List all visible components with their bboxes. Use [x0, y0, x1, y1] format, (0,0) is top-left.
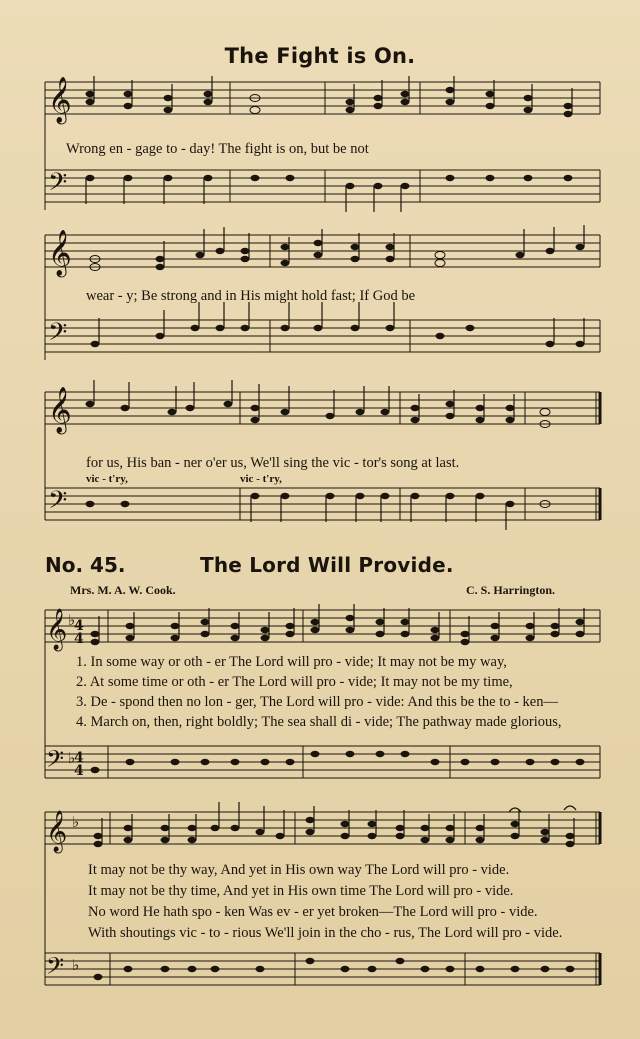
notehead [191, 325, 200, 331]
notehead [401, 619, 410, 625]
notehead [286, 759, 295, 765]
notehead [401, 99, 410, 105]
notehead [435, 252, 445, 259]
music-system-4 [0, 598, 640, 788]
notehead [346, 99, 355, 105]
notehead [314, 240, 323, 246]
notehead [506, 405, 515, 411]
notehead [281, 325, 290, 331]
notehead [446, 837, 455, 843]
notehead [551, 623, 560, 629]
notehead [524, 175, 533, 181]
hymn-title-lord-will-provide: The Lord Will Provide. [200, 553, 454, 577]
notehead [396, 958, 405, 964]
notehead [211, 825, 220, 831]
notehead [161, 825, 170, 831]
notehead [161, 966, 170, 972]
notehead [256, 966, 265, 972]
hymn-author: Mrs. M. A. W. Cook. [70, 583, 176, 597]
notehead [94, 974, 103, 980]
notehead [368, 821, 377, 827]
notehead [216, 248, 225, 254]
notehead [314, 252, 323, 258]
notehead [401, 631, 410, 637]
notehead [171, 759, 180, 765]
notehead [524, 95, 533, 101]
notehead [411, 417, 420, 423]
flat-icon: ♭ [68, 611, 76, 629]
notehead [91, 631, 100, 637]
notehead [261, 635, 270, 641]
notehead [124, 175, 133, 181]
notehead [368, 833, 377, 839]
notehead [286, 631, 295, 637]
notehead [216, 325, 225, 331]
notehead [156, 333, 165, 339]
notehead [446, 966, 455, 972]
fermata-icon [564, 806, 576, 810]
notehead [374, 95, 383, 101]
notehead [346, 627, 355, 633]
notehead [171, 635, 180, 641]
notehead [491, 759, 500, 765]
notehead [576, 619, 585, 625]
notehead [376, 631, 385, 637]
notehead [461, 639, 470, 645]
verse-line: No word He hath spo - ken Was ev - er yet broken—The Lord will pro - vide. [88, 904, 538, 920]
notehead [256, 829, 265, 835]
notehead [551, 759, 560, 765]
notehead [126, 623, 135, 629]
notehead [566, 833, 575, 839]
time-signature-top: 4 [74, 618, 84, 634]
notehead [164, 107, 173, 113]
notehead [351, 256, 360, 262]
treble-clef-icon: 𝄞 [48, 77, 72, 123]
notehead [201, 631, 210, 637]
notehead [511, 833, 520, 839]
notehead [486, 91, 495, 97]
notehead [126, 635, 135, 641]
notehead [346, 107, 355, 113]
notehead [224, 401, 233, 407]
notehead [204, 175, 213, 181]
notehead [241, 248, 250, 254]
notehead [124, 91, 133, 97]
notehead [541, 837, 550, 843]
flat-icon: ♭ [68, 749, 76, 767]
hymn1-lyric-line-1: Wrong en - gage to - day! The fight is on, but be not [66, 141, 369, 157]
notehead [526, 635, 535, 641]
bass-clef-icon: 𝄢 [48, 318, 68, 353]
notehead [401, 751, 410, 757]
notehead [186, 405, 195, 411]
notehead [546, 248, 555, 254]
bass-clef-icon: 𝄢 [46, 745, 65, 778]
notehead [311, 751, 320, 757]
hymn1-lyric-line-2: wear - y; Be strong and in His might hold fast; If God be [86, 288, 416, 304]
notehead [446, 87, 455, 93]
notehead [196, 252, 205, 258]
notehead [421, 966, 430, 972]
notehead [386, 325, 395, 331]
treble-clef-icon: 𝄞 [46, 811, 68, 852]
notehead [446, 493, 455, 499]
notehead [446, 99, 455, 105]
notes-system-1 [86, 87, 573, 189]
notehead [386, 244, 395, 250]
notehead [431, 635, 440, 641]
notehead [511, 821, 520, 827]
notehead [411, 405, 420, 411]
notehead [491, 635, 500, 641]
notehead [435, 260, 445, 267]
notehead [261, 627, 270, 633]
notehead [94, 841, 103, 847]
notehead [241, 256, 250, 262]
notehead [564, 175, 573, 181]
notehead [376, 751, 385, 757]
hymn-number: No. 45. [45, 553, 126, 577]
notehead [251, 405, 260, 411]
time-signature-bottom: 4 [74, 763, 84, 779]
notehead [476, 493, 485, 499]
notehead [381, 409, 390, 415]
notehead [351, 244, 360, 250]
notehead [281, 409, 290, 415]
treble-clef-icon: 𝄞 [48, 230, 72, 276]
notehead [476, 837, 485, 843]
time-signature-top: 4 [74, 750, 84, 766]
notehead [446, 175, 455, 181]
treble-clef-icon: 𝄞 [46, 609, 68, 650]
hymn-composer: C. S. Harrington. [466, 583, 556, 597]
notehead [341, 833, 350, 839]
notehead [326, 413, 335, 419]
notehead [476, 405, 485, 411]
verse-line: With shoutings vic - to - rious We'll join in the cho - rus, The Lord will pro - vide. [88, 925, 563, 941]
notehead [576, 341, 585, 347]
notehead [540, 409, 550, 416]
bass-clef-icon: 𝄢 [46, 952, 65, 985]
notehead [121, 405, 130, 411]
notehead [461, 759, 470, 765]
notehead [86, 501, 95, 507]
notehead [461, 631, 470, 637]
notehead [346, 615, 355, 621]
notehead [121, 501, 130, 507]
notehead [431, 627, 440, 633]
verse-line: It may not be thy way, And yet in His own way The Lord will pro - vide. [88, 862, 510, 878]
notehead [86, 99, 95, 105]
notehead [524, 107, 533, 113]
notehead [491, 623, 500, 629]
notehead [506, 501, 515, 507]
notehead [94, 833, 103, 839]
notehead [421, 825, 430, 831]
notehead [368, 966, 377, 972]
verse-line: 2. At some time or oth - er The Lord will pro - vide; It may not be my time, [76, 674, 513, 690]
notehead [201, 759, 210, 765]
hymn1-echo-2: vic - t'ry, [240, 473, 282, 485]
hymn1-echo-1: vic - t'ry, [86, 473, 128, 485]
notehead [526, 623, 535, 629]
notehead [306, 958, 315, 964]
notehead [506, 417, 515, 423]
time-signature-bottom: 4 [74, 631, 84, 647]
notehead [401, 183, 410, 189]
notehead [211, 966, 220, 972]
notehead [486, 103, 495, 109]
notehead [124, 837, 133, 843]
notehead [250, 107, 260, 114]
notehead [446, 825, 455, 831]
notehead [201, 619, 210, 625]
notehead [231, 825, 240, 831]
notehead [411, 493, 420, 499]
notehead [124, 825, 133, 831]
notehead [261, 759, 270, 765]
notehead [251, 175, 260, 181]
notehead [231, 635, 240, 641]
notehead [204, 99, 213, 105]
notehead [286, 175, 295, 181]
notehead [476, 825, 485, 831]
notehead [566, 841, 575, 847]
verse-line: 4. March on, then, right boldly; The sea shall di - vide; The pathway made glorious, [76, 714, 562, 730]
notehead [86, 401, 95, 407]
notehead [386, 256, 395, 262]
notehead [91, 767, 100, 773]
notehead [286, 623, 295, 629]
notehead [576, 631, 585, 637]
hymn1-lyric-line-3: for us, His ban - ner o'er us, We'll sing the vic - tor's song at last. [86, 455, 460, 471]
notehead [156, 256, 165, 262]
bass-clef-icon: 𝄢 [48, 168, 68, 203]
notehead [171, 623, 180, 629]
notehead [401, 91, 410, 97]
notehead [546, 341, 555, 347]
notehead [376, 619, 385, 625]
notehead [576, 244, 585, 250]
notehead [511, 966, 520, 972]
notehead [188, 837, 197, 843]
notehead [466, 325, 475, 331]
notehead [351, 325, 360, 331]
notehead [161, 837, 170, 843]
notehead [311, 627, 320, 633]
notehead [446, 401, 455, 407]
notehead [446, 413, 455, 419]
notehead [551, 631, 560, 637]
notehead [396, 825, 405, 831]
notehead [311, 619, 320, 625]
notehead [124, 103, 133, 109]
notehead [156, 264, 165, 270]
notehead [326, 493, 335, 499]
notehead [126, 759, 135, 765]
notehead [86, 175, 95, 181]
notehead [476, 417, 485, 423]
notehead [306, 817, 315, 823]
notehead [564, 103, 573, 109]
notehead [281, 244, 290, 250]
notehead [204, 91, 213, 97]
notehead [381, 493, 390, 499]
notehead [374, 183, 383, 189]
notehead [476, 966, 485, 972]
notehead [276, 833, 285, 839]
bass-staff [45, 170, 600, 202]
notehead [86, 91, 95, 97]
notehead [231, 623, 240, 629]
notehead [396, 833, 405, 839]
notehead [281, 493, 290, 499]
notehead [251, 417, 260, 423]
notehead [124, 966, 133, 972]
notehead [91, 341, 100, 347]
notehead [436, 333, 445, 339]
notehead [356, 493, 365, 499]
notehead [91, 639, 100, 645]
notehead [188, 966, 197, 972]
notehead [241, 325, 250, 331]
notehead [421, 837, 430, 843]
flat-icon: ♭ [72, 813, 80, 831]
hymn-title-fight-is-on: The Fight is On. [224, 44, 416, 68]
notehead [486, 175, 495, 181]
notehead [314, 325, 323, 331]
notehead [164, 175, 173, 181]
flat-icon: ♭ [72, 956, 80, 974]
notehead [566, 966, 575, 972]
notehead [576, 759, 585, 765]
notehead [374, 103, 383, 109]
verse-line: It may not be thy time, And yet in His own time The Lord will pro - vide. [88, 883, 514, 899]
notehead [346, 751, 355, 757]
verse-line: 1. In some way or oth - er The Lord will pro - vide; It may not be my way, [76, 654, 507, 670]
notehead [431, 759, 440, 765]
notehead [164, 95, 173, 101]
notehead [231, 759, 240, 765]
notehead [541, 829, 550, 835]
notehead [346, 183, 355, 189]
treble-clef-icon: 𝄞 [48, 387, 72, 433]
notehead [251, 493, 260, 499]
notehead [564, 111, 573, 117]
notehead [541, 966, 550, 972]
notehead [306, 829, 315, 835]
bass-clef-icon: 𝄢 [48, 486, 68, 521]
notehead [281, 260, 290, 266]
verse-line: 3. De - spond then no lon - ger, The Lord will pro - vide: And this be the to - ken— [76, 694, 558, 710]
notehead [526, 759, 535, 765]
notehead [341, 966, 350, 972]
notehead [188, 825, 197, 831]
notehead [168, 409, 177, 415]
notehead [516, 252, 525, 258]
notehead [356, 409, 365, 415]
notehead [341, 821, 350, 827]
